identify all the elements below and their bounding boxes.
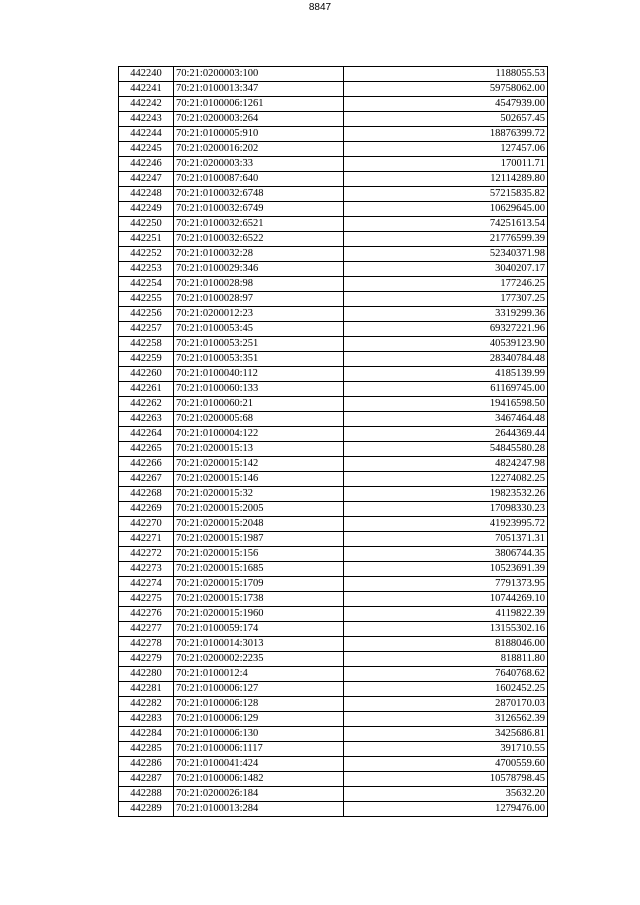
cadastral-value-cell: 818811.80 [344,652,548,667]
table-row [119,412,548,427]
cadastral-number-cell: 70:21:0200015:156 [174,547,344,562]
cadastral-value-cell: 3467464.48 [344,412,548,427]
cadastral-number-cell: 70:21:0200003:264 [174,112,344,127]
row-number-cell: 442241 [119,82,174,97]
cadastral-value-cell: 3126562.39 [344,712,548,727]
cadastral-number-cell: 70:21:0200015:2005 [174,502,344,517]
cadastral-value-cell: 61169745.00 [344,382,548,397]
table-row [119,787,548,802]
row-number-cell: 442265 [119,442,174,457]
table-row [119,802,548,817]
cadastral-number-cell: 70:21:0100040:112 [174,367,344,382]
row-number-cell: 442253 [119,262,174,277]
cadastral-value-cell: 3040207.17 [344,262,548,277]
table-row [119,652,548,667]
row-number-cell: 442243 [119,112,174,127]
table-row [119,382,548,397]
cadastral-value-cell: 18876399.72 [344,127,548,142]
cadastral-value-cell: 41923995.72 [344,517,548,532]
table-row [119,277,548,292]
cadastral-value-cell: 19416598.50 [344,397,548,412]
table-row [119,772,548,787]
row-number-cell: 442273 [119,562,174,577]
cadastral-number-cell: 70:21:0100060:21 [174,397,344,412]
cadastral-number-cell: 70:21:0100028:97 [174,292,344,307]
cadastral-value-cell: 40539123.90 [344,337,548,352]
cadastral-value-cell: 69327221.96 [344,322,548,337]
row-number-cell: 442263 [119,412,174,427]
table-row [119,82,548,97]
cadastral-value-cell: 1602452.25 [344,682,548,697]
row-number-cell: 442242 [119,97,174,112]
cadastral-number-cell: 70:21:0100006:1117 [174,742,344,757]
row-number-cell: 442274 [119,577,174,592]
cadastral-number-cell: 70:21:0100012:4 [174,667,344,682]
table-row [119,517,548,532]
cadastral-value-cell: 1279476.00 [344,802,548,817]
cadastral-number-cell: 70:21:0100004:122 [174,427,344,442]
table-row [119,157,548,172]
cadastral-value-cell: 177246.25 [344,277,548,292]
cadastral-number-cell: 70:21:0100053:45 [174,322,344,337]
cadastral-value-cell: 12274082.25 [344,472,548,487]
cadastral-number-cell: 70:21:0100006:1482 [174,772,344,787]
cadastral-value-cell: 3806744.35 [344,547,548,562]
cadastral-value-cell: 52340371.98 [344,247,548,262]
cadastral-number-cell: 70:21:0100006:1261 [174,97,344,112]
row-number-cell: 442279 [119,652,174,667]
cadastral-number-cell: 70:21:0100005:910 [174,127,344,142]
cadastral-value-cell: 13155302.16 [344,622,548,637]
cadastral-number-cell: 70:21:0200016:202 [174,142,344,157]
cadastral-value-cell: 12114289.80 [344,172,548,187]
table-row [119,67,548,82]
row-number-cell: 442289 [119,802,174,817]
table-row [119,472,548,487]
table-row [119,607,548,622]
row-number-cell: 442276 [119,607,174,622]
table-row [119,502,548,517]
table-row [119,397,548,412]
row-number-cell: 442287 [119,772,174,787]
cadastral-number-cell: 70:21:0100053:351 [174,352,344,367]
cadastral-number-cell: 70:21:0100013:347 [174,82,344,97]
row-number-cell: 442255 [119,292,174,307]
table-row [119,727,548,742]
table-row [119,202,548,217]
cadastral-number-cell: 70:21:0100013:284 [174,802,344,817]
cadastral-value-cell: 391710.55 [344,742,548,757]
table-row [119,322,548,337]
cadastral-number-cell: 70:21:0200005:68 [174,412,344,427]
cadastral-number-cell: 70:21:0200015:142 [174,457,344,472]
table-row [119,367,548,382]
cadastral-value-cell: 4185139.99 [344,367,548,382]
cadastral-value-cell: 10744269.10 [344,592,548,607]
row-number-cell: 442251 [119,232,174,247]
row-number-cell: 442275 [119,592,174,607]
table-row [119,127,548,142]
cadastral-number-cell: 70:21:0100059:174 [174,622,344,637]
cadastral-value-cell: 57215835.82 [344,187,548,202]
page-number: 8847 [308,2,332,13]
table-row [119,577,548,592]
cadastral-number-cell: 70:21:0200015:146 [174,472,344,487]
table-row [119,682,548,697]
row-number-cell: 442246 [119,157,174,172]
cadastral-value-cell: 35632.20 [344,787,548,802]
cadastral-number-cell: 70:21:0100032:6748 [174,187,344,202]
table-row [119,547,548,562]
cadastral-value-cell: 7051371.31 [344,532,548,547]
cadastral-number-cell: 70:21:0100032:28 [174,247,344,262]
cadastral-value-cell: 74251613.54 [344,217,548,232]
table-row [119,427,548,442]
row-number-cell: 442245 [119,142,174,157]
cadastral-number-cell: 70:21:0200015:13 [174,442,344,457]
row-number-cell: 442268 [119,487,174,502]
row-number-cell: 442261 [119,382,174,397]
row-number-cell: 442284 [119,727,174,742]
table-row [119,562,548,577]
cadastral-number-cell: 70:21:0200015:32 [174,487,344,502]
cadastral-number-cell: 70:21:0200012:23 [174,307,344,322]
row-number-cell: 442264 [119,427,174,442]
table-row [119,637,548,652]
cadastral-number-cell: 70:21:0200015:1685 [174,562,344,577]
table-row [119,622,548,637]
table-row [119,337,548,352]
cadastral-value-cell: 3425686.81 [344,727,548,742]
cadastral-number-cell: 70:21:0100032:6749 [174,202,344,217]
cadastral-value-cell: 4824247.98 [344,457,548,472]
cadastral-number-cell: 70:21:0100041:424 [174,757,344,772]
cadastral-number-cell: 70:21:0100006:127 [174,682,344,697]
cadastral-number-cell: 70:21:0200002:2235 [174,652,344,667]
cadastral-value-cell: 54845580.28 [344,442,548,457]
cadastral-value-table [118,66,548,817]
row-number-cell: 442244 [119,127,174,142]
cadastral-value-cell: 177307.25 [344,292,548,307]
cadastral-number-cell: 70:21:0200015:1960 [174,607,344,622]
table-row [119,667,548,682]
cadastral-number-cell: 70:21:0100028:98 [174,277,344,292]
table-row [119,292,548,307]
table-row [119,247,548,262]
table-row [119,592,548,607]
table-row [119,487,548,502]
row-number-cell: 442252 [119,247,174,262]
cadastral-value-cell: 10523691.39 [344,562,548,577]
table-row [119,262,548,277]
table-row [119,307,548,322]
table-body [119,67,548,817]
cadastral-value-cell: 1188055.53 [344,67,548,82]
row-number-cell: 442269 [119,502,174,517]
cadastral-value-cell: 3319299.36 [344,307,548,322]
cadastral-value-cell: 28340784.48 [344,352,548,367]
cadastral-value-cell: 10578798.45 [344,772,548,787]
cadastral-value-cell: 10629645.00 [344,202,548,217]
cadastral-number-cell: 70:21:0100032:6522 [174,232,344,247]
row-number-cell: 442270 [119,517,174,532]
cadastral-number-cell: 70:21:0200003:100 [174,67,344,82]
cadastral-number-cell: 70:21:0100029:346 [174,262,344,277]
row-number-cell: 442267 [119,472,174,487]
cadastral-value-cell: 17098330.23 [344,502,548,517]
row-number-cell: 442271 [119,532,174,547]
cadastral-value-cell: 502657.45 [344,112,548,127]
cadastral-number-cell: 70:21:0200015:1709 [174,577,344,592]
row-number-cell: 442278 [119,637,174,652]
row-number-cell: 442256 [119,307,174,322]
row-number-cell: 442280 [119,667,174,682]
table-row [119,172,548,187]
row-number-cell: 442283 [119,712,174,727]
row-number-cell: 442272 [119,547,174,562]
table-row [119,697,548,712]
row-number-cell: 442266 [119,457,174,472]
cadastral-value-cell: 4119822.39 [344,607,548,622]
cadastral-number-cell: 70:21:0100060:133 [174,382,344,397]
table-row [119,457,548,472]
table-row [119,442,548,457]
row-number-cell: 442286 [119,757,174,772]
cadastral-value-cell: 2870170.03 [344,697,548,712]
cadastral-value-cell: 21776599.39 [344,232,548,247]
cadastral-value-cell: 4547939.00 [344,97,548,112]
table-row [119,97,548,112]
table-row [119,352,548,367]
row-number-cell: 442281 [119,682,174,697]
cadastral-value-cell: 8188046.00 [344,637,548,652]
cadastral-value-cell: 19823532.26 [344,487,548,502]
row-number-cell: 442258 [119,337,174,352]
cadastral-number-cell: 70:21:0200015:2048 [174,517,344,532]
cadastral-number-cell: 70:21:0100006:128 [174,697,344,712]
table-row [119,112,548,127]
cadastral-value-cell: 170011.71 [344,157,548,172]
cadastral-number-cell: 70:21:0100006:129 [174,712,344,727]
row-number-cell: 442247 [119,172,174,187]
cadastral-value-cell: 4700559.60 [344,757,548,772]
cadastral-number-cell: 70:21:0200015:1987 [174,532,344,547]
row-number-cell: 442248 [119,187,174,202]
cadastral-number-cell: 70:21:0100087:640 [174,172,344,187]
row-number-cell: 442288 [119,787,174,802]
row-number-cell: 442262 [119,397,174,412]
row-number-cell: 442257 [119,322,174,337]
cadastral-value-cell: 2644369.44 [344,427,548,442]
cadastral-number-cell: 70:21:0200026:184 [174,787,344,802]
cadastral-number-cell: 70:21:0100014:3013 [174,637,344,652]
table-row [119,232,548,247]
row-number-cell: 442260 [119,367,174,382]
row-number-cell: 442259 [119,352,174,367]
table-row [119,187,548,202]
table-row [119,142,548,157]
cadastral-number-cell: 70:21:0100006:130 [174,727,344,742]
table-row [119,712,548,727]
row-number-cell: 442285 [119,742,174,757]
cadastral-value-cell: 7640768.62 [344,667,548,682]
row-number-cell: 442249 [119,202,174,217]
cadastral-number-cell: 70:21:0100032:6521 [174,217,344,232]
row-number-cell: 442250 [119,217,174,232]
cadastral-value-cell: 127457.06 [344,142,548,157]
cadastral-number-cell: 70:21:0200003:33 [174,157,344,172]
table-row [119,217,548,232]
cadastral-value-cell: 7791373.95 [344,577,548,592]
row-number-cell: 442277 [119,622,174,637]
table-row [119,757,548,772]
table-row [119,532,548,547]
row-number-cell: 442240 [119,67,174,82]
table-row [119,742,548,757]
row-number-cell: 442254 [119,277,174,292]
cadastral-value-cell: 59758062.00 [344,82,548,97]
cadastral-number-cell: 70:21:0200015:1738 [174,592,344,607]
cadastral-number-cell: 70:21:0100053:251 [174,337,344,352]
row-number-cell: 442282 [119,697,174,712]
